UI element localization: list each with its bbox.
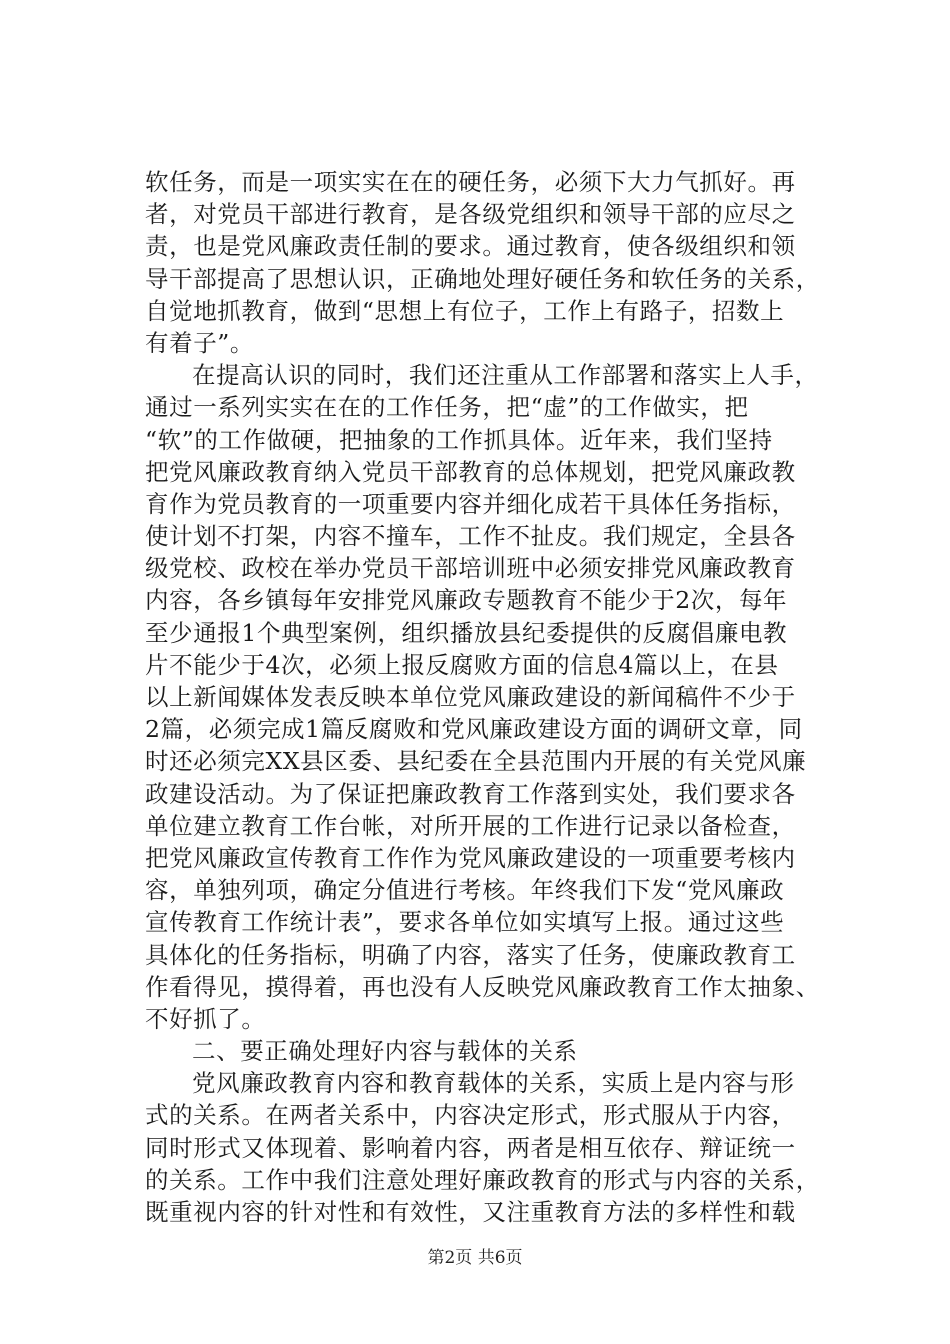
text-line: 至少通报1个典型案例，组织播放县纪委提供的反腐倡廉电教: [145, 618, 788, 647]
text-line: 内容，各乡镇每年安排党风廉政专题教育不能少于2次，每年: [145, 586, 788, 615]
text-line: 容，单独列项，确定分值进行考核。年终我们下发“党风廉政: [145, 876, 785, 905]
text-line: 责，也是党风廉政责任制的要求。通过教育，使各级组织和领: [145, 232, 796, 261]
text-line: 使计划不打架，内容不撞车，工作不扯皮。我们规定，全县各: [145, 522, 796, 551]
text-line: 者，对党员干部进行教育，是各级党组织和领导干部的应尽之: [145, 200, 796, 229]
text-line: 通过一系列实实在在的工作任务，把“虚”的工作做实，把: [145, 393, 749, 422]
text-line: “软”的工作做硬，把抽象的工作抓具体。近年来，我们坚持: [145, 425, 773, 454]
text-line: 导干部提高了思想认识，正确地处理好硬任务和软任务的关系，: [145, 264, 820, 293]
text-line: 以上新闻媒体发表反映本单位党风廉政建设的新闻稿件不少于: [145, 683, 796, 711]
document-body: [145, 166, 825, 1228]
text-line: 时还必须完XX县区委、县纪委在全县范围内开展的有关党风廉: [145, 747, 807, 776]
text-line: 把党风廉政教育纳入党员干部教育的总体规划，把党风廉政教: [145, 457, 796, 486]
text-line: 单位建立教育工作台帐，对所开展的工作进行记录以备检查，: [145, 811, 796, 840]
text-line: 同时形式又体现着、影响着内容，两者是相互依存、辩证统一: [145, 1133, 796, 1162]
text-line: 片不能少于4次，必须上报反腐败方面的信息4篇以上，在县: [145, 650, 779, 679]
text-line: 把党风廉政宣传教育工作作为党风廉政建设的一项重要考核内: [145, 843, 796, 872]
text-line: 二、要正确处理好内容与载体的关系: [192, 1037, 578, 1066]
text-line: 政建设活动。为了保证把廉政教育工作落到实处，我们要求各: [145, 779, 796, 808]
text-line: 软任务，而是一项实实在在的硬任务，必须下大力气抓好。再: [145, 168, 796, 196]
text-line: 宣传教育工作统计表”，要求各单位如实填写上报。通过这些: [145, 908, 785, 937]
text-line: 级党校、政校在举办党员干部培训班中必须安排党风廉政教育: [145, 554, 796, 583]
text-line: 有着子”。: [145, 328, 255, 357]
text-line: 作看得见，摸得着，再也没有人反映党风廉政教育工作太抽象、: [145, 972, 820, 1001]
text-line: 既重视内容的针对性和有效性，又注重教育方法的多样性和载: [145, 1198, 796, 1226]
text-line: 不好抓了。: [145, 1004, 266, 1033]
text-line: 的关系。工作中我们注意处理好廉政教育的形式与内容的关系，: [145, 1165, 820, 1194]
text-line: 2篇，必须完成1篇反腐败和党风廉政建设方面的调研文章，同: [145, 715, 803, 744]
text-line: 具体化的任务指标，明确了内容，落实了任务，使廉政教育工: [145, 940, 796, 969]
text-line: 自觉地抓教育，做到“思想上有位子，工作上有路子，招数上: [145, 296, 785, 325]
text-line: 育作为党员教育的一项重要内容并细化成若干具体任务指标，: [145, 489, 796, 518]
text-line: 在提高认识的同时，我们还注重从工作部署和落实上人手，: [192, 361, 819, 390]
text-line: 党风廉政教育内容和教育载体的关系，实质上是内容与形: [192, 1069, 795, 1098]
text-line: 式的关系。在两者关系中，内容决定形式，形式服从于内容，: [145, 1101, 796, 1130]
page-footer: 第2页 共6页: [427, 1248, 523, 1268]
